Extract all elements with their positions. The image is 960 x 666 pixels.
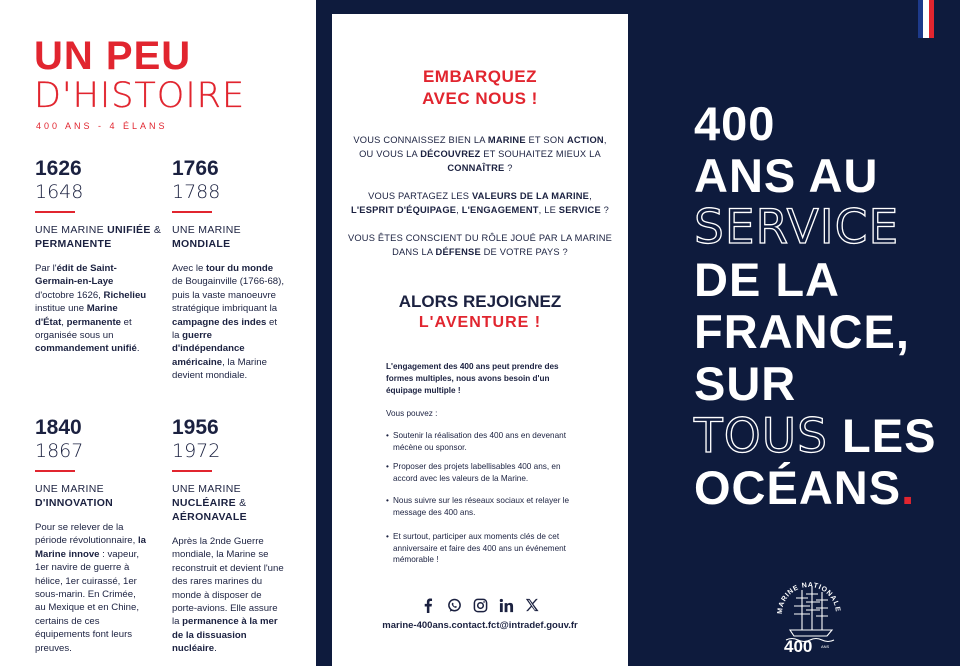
x-icon[interactable] [524,597,540,613]
join-panel [332,14,628,666]
era-year-start: 1766 [172,157,219,180]
intro-question-1: VOUS CONNAISSEZ BIEN LA MARINE ET SON ACTION, OU VOUS LA DÉCOUVREZ ET SOUHAITEZ MIEUX LA CONNAÎTRE ? [353,135,607,173]
contact-email[interactable]: marine-400ans.contact.fct@intradef.gouv.fr [382,620,578,631]
bullet-icon: • [386,431,389,440]
slogan-line-400: 400 [694,97,776,150]
list-item: • Et surtout, participer aux moments clés de cet anniversaire et faire des 400 ans un événement mémorable ! [386,532,566,564]
vous-pouvez-label: Vous pouvez : [386,409,438,418]
era-year-end: 1648 [35,181,84,203]
emblem-text: MARINE NATIONALE [776,581,842,615]
intro-question-3: VOUS ÊTES CONSCIENT DU RÔLE JOUÉ PAR LA MARINE DANS LA DÉFENSE DE VOTRE PAYS ? [347,233,613,257]
slogan-line-france: FRANCE, [694,305,910,358]
era-year-start: 1840 [35,416,82,439]
era-year-end: 1972 [172,440,221,462]
bullet-icon: • [386,462,389,471]
era-year-start: 1956 [172,416,219,439]
slogan-line-sur: SUR [694,357,797,410]
era-1840 [35,417,163,655]
era-divider [35,470,75,472]
era-1956 [172,417,300,656]
marine-nationale-400-emblem [772,568,846,654]
bullet-icon: • [386,532,389,541]
era-description: Après la 2nde Guerre mondiale, la Marine se reconstruit et devient l'une des rares marines du monde à disposer de porte-avions. Elle assure la permanence à la mer de la dissuasion nucléaire. [172,536,284,655]
cta-heading: ALORS REJOIGNEZ [398,292,562,311]
list-item: • Soutenir la réalisation des 400 ans en devenant mécène ou sponsor. [386,431,566,452]
instagram-icon[interactable] [472,597,488,613]
era-1626 [35,158,163,356]
slogan-line-de-la: DE LA [694,253,840,306]
era-year-end: 1867 [35,440,84,462]
era-year-start: 1626 [35,157,82,180]
era-year-end: 1788 [172,181,221,203]
era-description: Avec le tour du monde de Bougainville (1766-68), puis la vaste manoeuvre stratégique imbriquant la campagne des indes et la guerre d'indépendance américaine, la Marine devient mondiale. [172,263,285,382]
era-divider [172,211,212,213]
era-description: Pour se relever de la période révolutionnaire, la Marine innove : vapeur, 1er navire de guerre à hélice, 1er cuirassé, 1er sous-marin. En Crimée, au Mexique et en Chine, certains de ces équipements font leurs preuves. [35,522,146,654]
bullet-icon: • [386,496,389,505]
era-title: UNE MARINE D'INNOVATION [35,483,114,509]
embarquez-heading: EMBARQUEZ AVEC NOUS ! [422,67,538,108]
emblem-number: 400 [784,637,813,654]
history-title-line1: UN PEU [34,34,192,78]
slogan-line-service: SERVICE [694,200,900,255]
history-subtitle: 400 ANS - 4 ÉLANS [36,121,168,131]
era-title: UNE MARINE UNIFIÉE & PERMANENTE [35,224,162,250]
social-links [420,596,540,614]
slogan-line-oceans: OCÉANS. [694,461,916,514]
era-description: Par l'édit de Saint-Germain-en-Laye d'octobre 1626, Richelieu institue une Marine d'État, permanente et organisée sous un commandement unifié. [35,263,147,355]
era-divider [172,470,212,472]
list-item: • Proposer des projets labellisables 400 ans, en accord avec les valeurs de la Marine. [386,462,561,483]
list-item: • Nous suivre sur les réseaux sociaux et relayer le message des 400 ans. [386,496,570,517]
facebook-icon[interactable] [420,597,436,613]
era-divider [35,211,75,213]
history-title-line2: D'HISTOIRE [34,76,246,116]
engagement-text: L'engagement des 400 ans peut prendre des formes multiples, nous avons besoin d'un équipage multiple ! [386,362,559,395]
linkedin-icon[interactable] [498,597,514,613]
cta-subheading: L'AVENTURE ! [418,314,542,331]
emblem-suffix: ANS [821,644,830,649]
whatsapp-icon[interactable] [446,597,462,613]
era-title: UNE MARINE MONDIALE [172,224,241,250]
french-flag [918,0,934,38]
slogan-line-tous-les: TOUS LES [694,409,937,464]
era-1766 [172,158,300,383]
slogan-line-ans-au: ANS AU [694,149,879,202]
intro-question-2: VOUS PARTAGEZ LES VALEURS DE LA MARINE, L'ESPRIT D'ÉQUIPAGE, L'ENGAGEMENT, LE SERVICE ? [351,191,609,215]
era-title: UNE MARINE NUCLÉAIRE & AÉRONAVALE [172,483,247,523]
